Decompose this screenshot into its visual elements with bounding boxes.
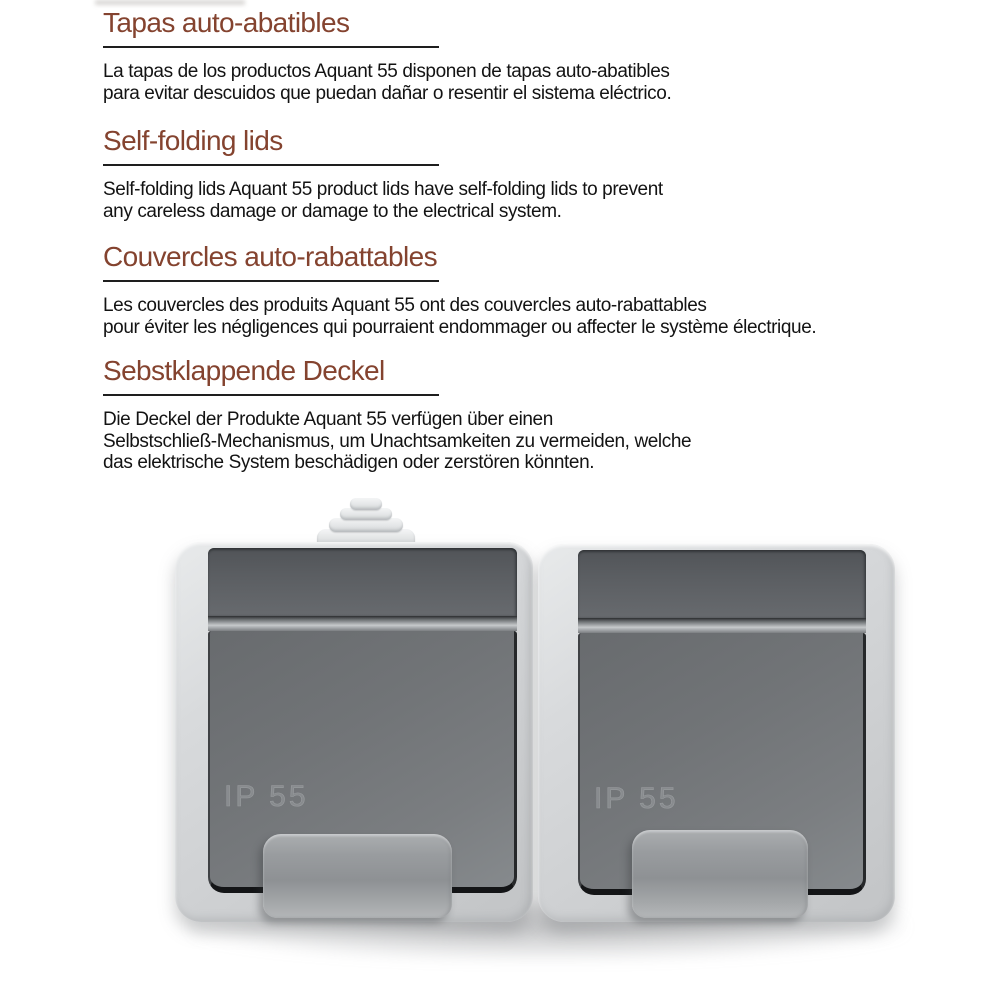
- heading-underline: [103, 394, 439, 396]
- section-spanish: [103, 6, 903, 104]
- body-spanish: [103, 61, 903, 104]
- socket-right-lid-hinge: [578, 550, 866, 618]
- body-line: das elektrische System beschädigen oder zerstören könnten.: [103, 452, 595, 473]
- cable-gland-step: [350, 498, 382, 510]
- heading-english: Self-folding lids: [103, 125, 283, 156]
- body-line: Self-folding lids Aquant 55 product lids have self-folding lids to prevent: [103, 179, 663, 200]
- heading-spanish: Tapas auto-abatibles: [103, 7, 350, 38]
- cable-gland: [316, 496, 416, 546]
- heading-underline: [103, 164, 439, 166]
- socket-left-lid-hinge: [208, 548, 517, 616]
- socket-right-lid-tab: [632, 830, 808, 918]
- heading-german: Sebstklappende Deckel: [103, 355, 385, 386]
- body-english: [103, 179, 903, 222]
- body-line: pour éviter les négligences qui pourraient endommager ou affecter le système électrique.: [103, 316, 817, 338]
- socket-left-lid-tab: [263, 834, 452, 918]
- section-french: [103, 240, 903, 338]
- heading-underline: [103, 280, 439, 282]
- heading-french: Couvercles auto-rabattables: [103, 241, 437, 272]
- body-line: Les couvercles des produits Aquant 55 ont des couvercles auto-rabattables: [103, 295, 707, 316]
- socket-right-lid-groove: [578, 618, 866, 633]
- body-line: any careless damage or damage to the electrical system.: [103, 200, 562, 222]
- body-german: [103, 409, 903, 474]
- heading-underline: [103, 46, 439, 48]
- body-line: para evitar descuidos que puedan dañar o resentir el sistema eléctrico.: [103, 82, 672, 104]
- ip-rating-label: IP 55: [224, 780, 309, 813]
- top-edge-artifact: [95, 0, 245, 5]
- ip-rating-label: IP 55: [594, 782, 679, 815]
- socket-left: [175, 542, 533, 922]
- section-english: [103, 124, 903, 222]
- body-line: Selbstschließ-Mechanismus, um Unachtsamkeiten zu vermeiden, welche: [103, 430, 692, 452]
- body-line: La tapas de los productos Aquant 55 disponen de tapas auto-abatibles: [103, 61, 670, 82]
- body-french: [103, 295, 903, 338]
- cable-gland-step: [329, 518, 403, 532]
- socket-left-lid-groove: [208, 616, 517, 631]
- section-german: [103, 354, 903, 474]
- body-line: Die Deckel der Produkte Aquant 55 verfügen über einen: [103, 409, 553, 430]
- socket-right: [538, 544, 895, 922]
